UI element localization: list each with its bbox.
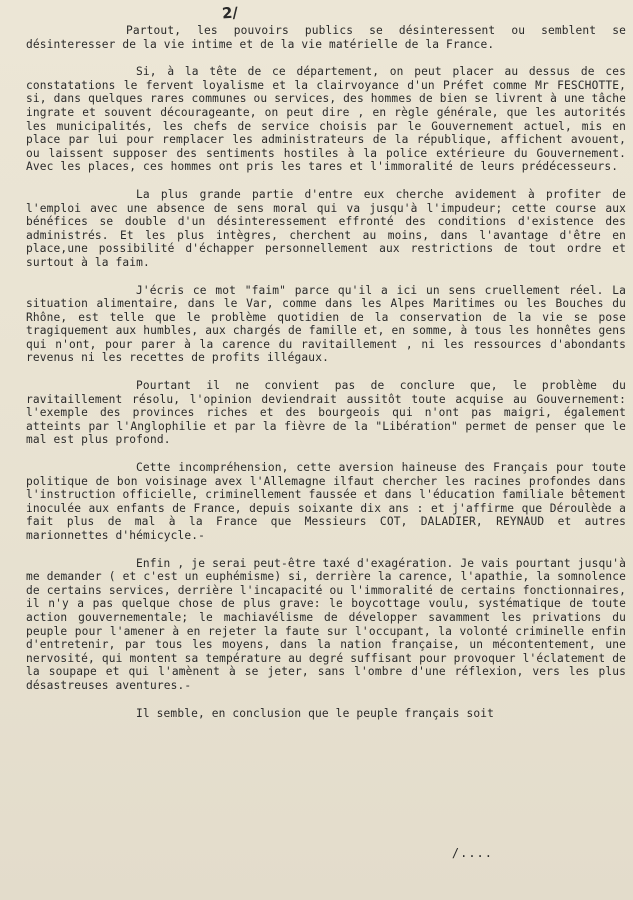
- page-number: 2/: [221, 3, 239, 23]
- paragraph-3: La plus grande partie d'entre eux cherche avidement à profiter de l'emploi avec une absence de sens moral qui va jusqu'à l'impudeur; cette course aux bénéfices se double d'un désinteressement effronté des conditions d'existence des administrés. Et les plus intègres, cherchent au moins, dans l'avantage d'être en place,une possibilité d'échapper personnellement aux restrictions de tout ordre et surtout à la faim.: [26, 187, 626, 269]
- paragraph-2: Si, à la tête de ce département, on peut placer au dessus de ces constatations le fervent loyalisme et la clairvoyance d'un Préfet comme Mr FESCHOTTE, si, dans quelques rares communes ou services, des hommes de bien se livrent à une tâche ingrate et souvent décourageante, on peut dire , en règle générale, que les autorités les municipalités, les chefs de service choisis par le Gouvernement actuel, mis en place par lui pour remplacer les administrateurs de la république, affichent avouent, ou laissent supposer des sentiments hostiles à la police extérieure du Gouvernement. Avec les places, ces hommes ont pris les tares et l'immoralité de leurs prédécesseurs.: [26, 65, 626, 174]
- continuation-mark: /....: [451, 846, 493, 860]
- paragraph-4: J'écris ce mot "faim" parce qu'il a ici un sens cruellement réel. La situation alimentaire, dans le Var, comme dans les Alpes Maritimes ou les Bouches du Rhône, est telle que le problème quotidien de la conservation de la vie se pose tragiquement aux humbles, aux chargés de famille et, en somme, à tous les honnêtes gens qui n'ont, pour parer à la carence du ravitaillement , ni les ressources d'abondants revenus ni les recettes de profits illégaux.: [26, 283, 626, 365]
- paragraph-6: Cette incompréhension, cette aversion haineuse des Français pour toute politique de bon voisinage avex l'Allemagne ilfaut chercher les racines profondes dans l'instruction officielle, criminellement faussée et dans l'éducation familiale bêtement inoculée aux enfants de France, depuis soixante dix ans : et j'affirme que Déroulède a fait plus de mal à la France que Messieurs COT, DALADIER, REYNAUD et autres marionnettes d'hémicycle.-: [26, 461, 626, 542]
- paragraph-7: Enfin , je serai peut-être taxé d'exagération. Je vais pourtant jusqu'à me demander ( et c'est un euphémisme) si, derrière la carence, l'apathie, la somnolence de certains services, derrière l'incapacité ou l'immoralité de certains fonctionnaires, il n'y a pas quelque chose de plus grave: le boycottage voulu, systématique de toute action gouvernementale; le machiavélisme de développer savamment les privations du peuple pour l'amener à en rejeter la faute sur l'occupant, la volonté criminelle enfin d'entretenir, par tous les moyens, dans la nation française, un mécontentement, une nervosité, qui montent sa température au degré suffisant pour provoquer l'éclatement de la soupape et qui l'amènent à se jeter, sans l'ombre d'une réflexion, vers les plus désastreuses aventures.-: [26, 556, 626, 692]
- document-body: [26, 24, 626, 734]
- paragraph-8: Il semble, en conclusion que le peuple français soit: [136, 706, 495, 720]
- paragraph-1: Partout, les pouvoirs publics se désinteressent ou semblent se désinteresser de la vie intime et de la vie matérielle de la France.: [26, 24, 626, 51]
- paragraph-5: Pourtant il ne convient pas de conclure que, le problème du ravitaillement résolu, l'opinion deviendrait aussitôt toute acquise au Gouvernement: l'exemple des provinces riches et des bourgeois qui n'ont pas maigri, également atteints par l'Anglophilie et par la fièvre de la "Libération" permet de penser que le mal est plus profond.: [26, 379, 626, 447]
